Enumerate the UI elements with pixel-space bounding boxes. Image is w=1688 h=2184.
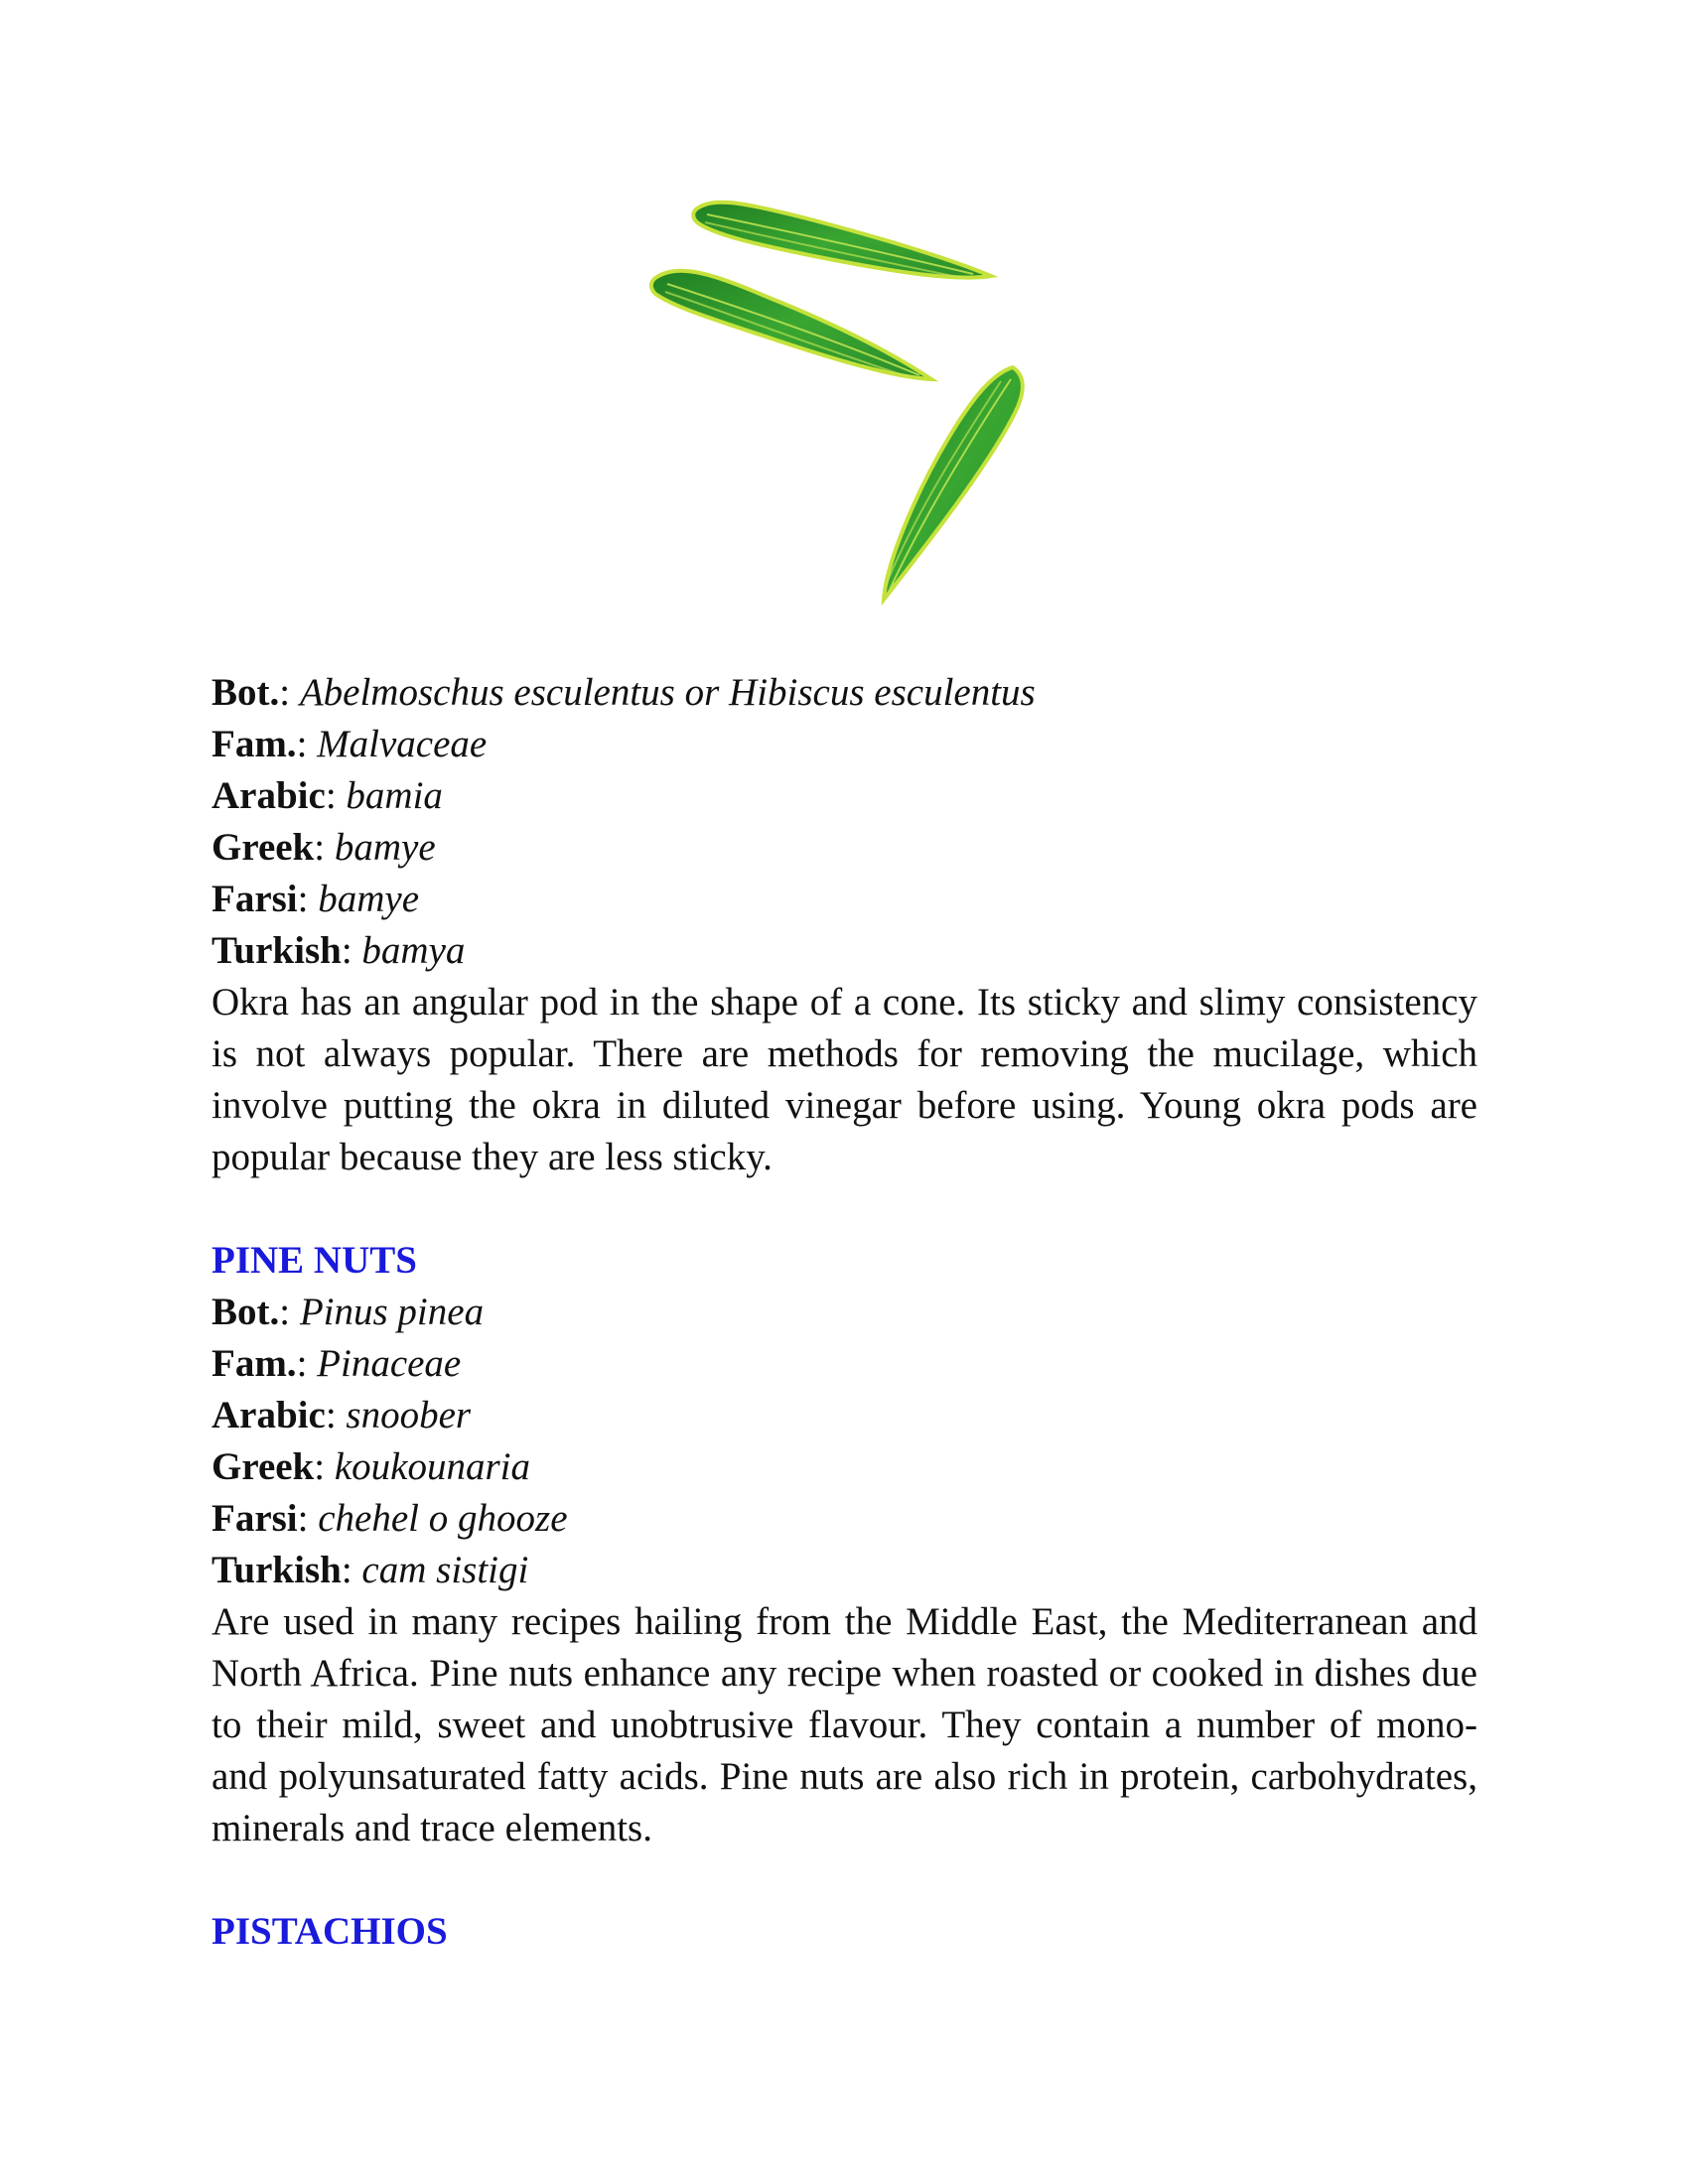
- document-body: [211, 667, 1477, 1958]
- okra-field-bot: Bot.: Abelmoschus esculentus or Hibiscus esculentus: [211, 671, 1036, 714]
- okra-field-greek: Greek: bamye: [211, 826, 436, 869]
- okra-illustration: [616, 179, 1072, 635]
- okra-field-fam: Fam.: Malvaceae: [211, 723, 488, 765]
- pine-nuts-field-arabic: Arabic: snoober: [211, 1394, 472, 1436]
- pine-nuts-field-greek: Greek: koukounaria: [211, 1445, 530, 1488]
- pistachios-section: [211, 1906, 1477, 1958]
- pistachios-heading: PISTACHIOS: [211, 1910, 448, 1953]
- pine-nuts-field-fam: Fam.: Pinaceae: [211, 1342, 462, 1385]
- okra-pods-icon: [616, 179, 1072, 635]
- pine-nuts-field-bot: Bot.: Pinus pinea: [211, 1291, 485, 1333]
- okra-description: Okra has an angular pod in the shape of a cone. Its sticky and slimy consistency is not always popular. There are methods for removing the mucilage, which involve putting the okra in diluted vinegar before using. Young okra pods are popular because they are less sticky.: [211, 981, 1477, 1178]
- pine-nuts-field-farsi: Farsi: chehel o ghooze: [211, 1497, 568, 1540]
- okra-field-farsi: Farsi: bamye: [211, 878, 420, 920]
- okra-pod-icon: [884, 367, 1023, 600]
- okra-field-turkish: Turkish: bamya: [211, 929, 466, 972]
- okra-field-arabic: Arabic: bamia: [211, 774, 443, 817]
- okra-pod-icon: [651, 271, 931, 379]
- pine-nuts-field-turkish: Turkish: cam sistigi: [211, 1549, 529, 1591]
- pine-nuts-heading: PINE NUTS: [211, 1239, 417, 1282]
- okra-section: [211, 667, 1477, 1183]
- pine-nuts-description: Are used in many recipes hailing from the Middle East, the Mediterranean and North Africa. Pine nuts enhance any recipe when roasted or cooked in dishes due to their mild, sweet and unobtrusive flavour. They contain a number of mono- and polyunsaturated fatty acids. Pine nuts are also rich in protein, carbohydrates, minerals and trace elements.: [211, 1600, 1477, 1849]
- pine-nuts-section: [211, 1235, 1477, 1854]
- okra-pod-icon: [693, 203, 991, 278]
